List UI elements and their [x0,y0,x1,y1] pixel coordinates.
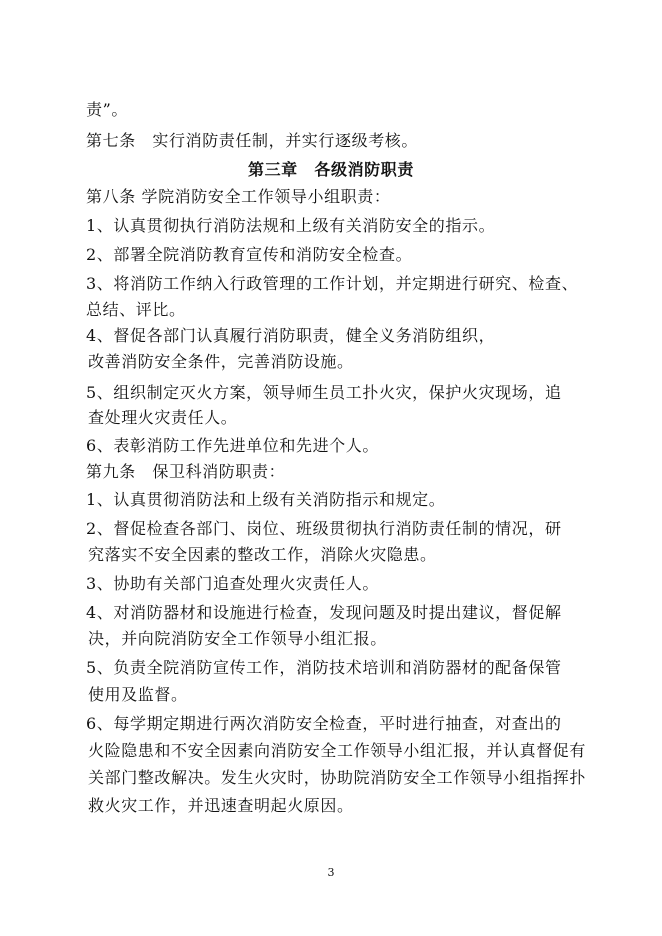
continuation-line: 责”。 [86,100,128,119]
article-9-item-4-cont: 决，并向院消防安全工作领导小组汇报。 [88,629,387,648]
chapter-3-title: 第三章 各级消防职责 [247,160,414,179]
page-number: 3 [327,866,335,879]
article-9-item-3: 3、协助有关部门追查处理火灾责任人。 [86,574,379,593]
article-8-item-4-cont: 改善消防安全条件，完善消防设施。 [88,352,354,371]
article-9-item-6-cont-3: 救火灾工作，并迅速查明起火原因。 [88,796,354,815]
article-7: 第七条 实行消防责任制，并实行逐级考核。 [86,131,419,150]
article-9-item-4: 4、对消防器材和设施进行检查，发现问题及时提出建议，督促解 [86,603,562,622]
article-9-item-6-cont-1: 火险隐患和不安全因素向消防安全工作领导小组汇报，并认真督促有 [88,741,587,760]
article-9-item-2: 2、督促检查各部门、岗位、班级贯彻执行消防责任制的情况，研 [86,519,562,538]
article-9-item-6: 6、每学期定期进行两次消防安全检查，平时进行抽查，对查出的 [86,714,562,733]
article-9-item-6-cont-2: 关部门整改解决。发生火灾时，协助院消防安全工作领导小组指挥扑 [88,768,587,787]
article-9-title: 第九条 保卫科消防职责： [86,462,286,481]
article-9-item-2-cont: 究落实不安全因素的整改工作，消除火灾隐患。 [88,545,437,564]
article-8-item-5: 5、组织制定灭火方案，领导师生员工扑火灾，保护火灾现场，追 [86,383,562,402]
article-8-item-4: 4、督促各部门认真履行消防职责，健全义务消防组织， [86,326,496,345]
article-9-item-1: 1、认真贯彻消防法和上级有关消防指示和规定。 [86,490,446,509]
article-8-item-2: 2、部署全院消防教育宣传和消防安全检查。 [86,245,413,264]
article-9-item-5-cont: 使用及监督。 [88,685,188,704]
article-8-item-5-cont: 查处理火灾责任人。 [88,408,238,427]
article-8-item-3: 3、将消防工作纳入行政管理的工作计划，并定期进行研究、检查、 [86,274,579,293]
article-8-item-3-cont: 总结、评比。 [86,300,186,319]
article-8-title: 第八条 学院消防安全工作领导小组职责： [86,187,391,206]
article-9-item-5: 5、负责全院消防宣传工作，消防技术培训和消防器材的配备保管 [86,658,562,677]
article-8-item-6: 6、表彰消防工作先进单位和先进个人。 [86,436,379,455]
article-8-item-1: 1、认真贯彻执行消防法规和上级有关消防安全的指示。 [86,216,496,235]
